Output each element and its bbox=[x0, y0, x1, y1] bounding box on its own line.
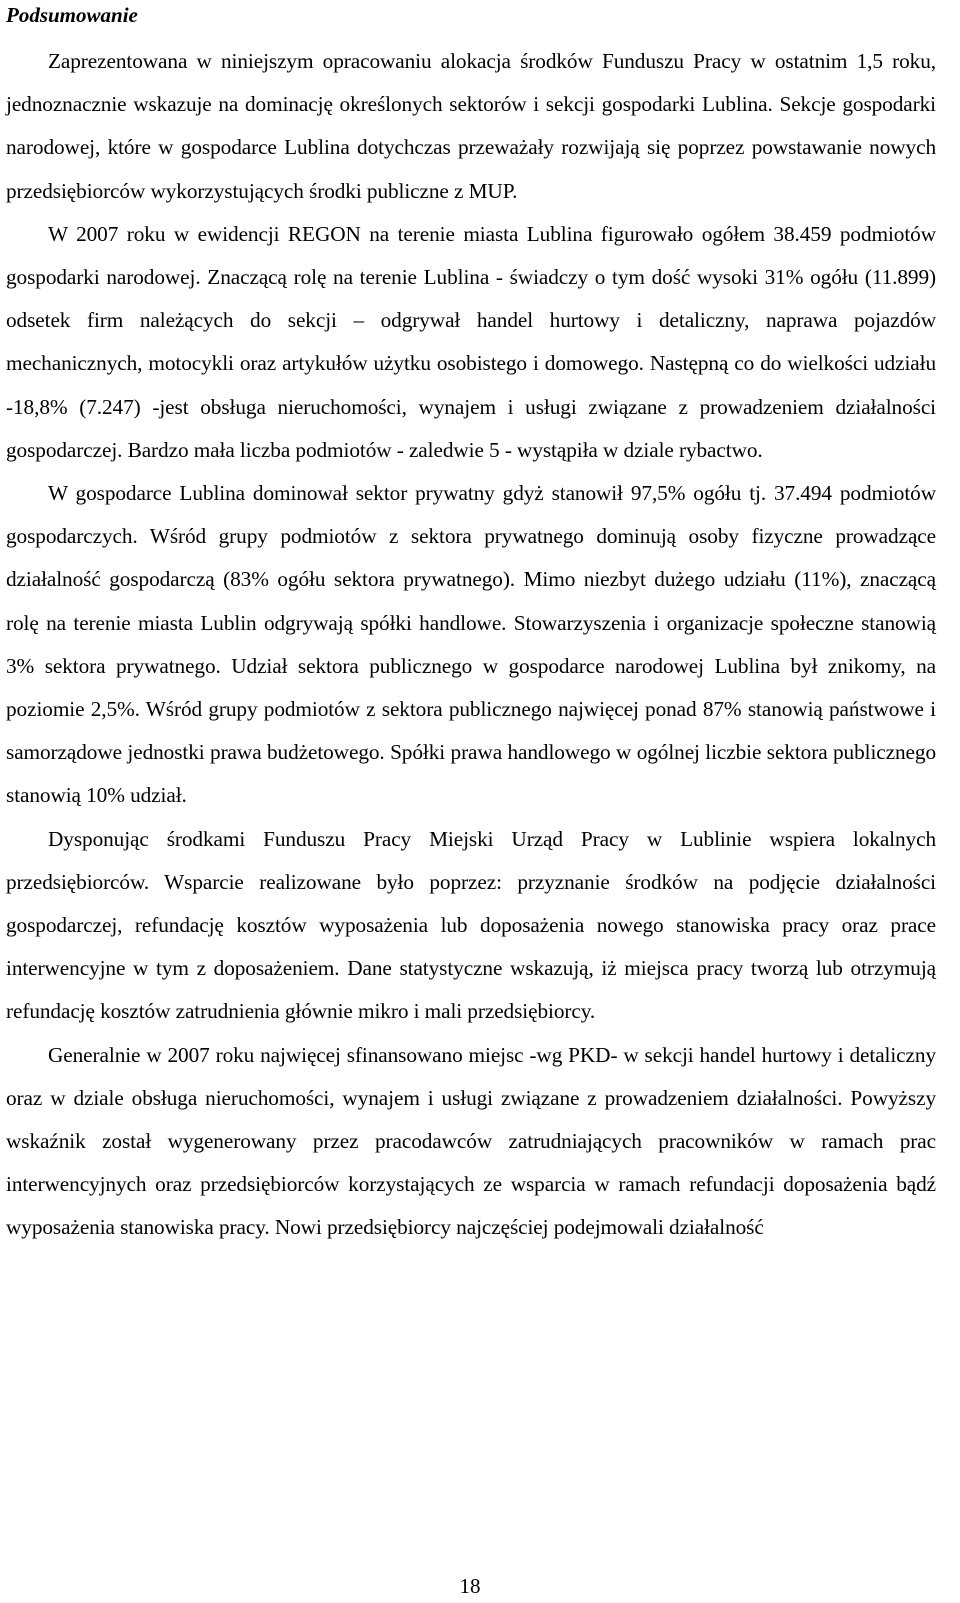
body-text bbox=[6, 40, 936, 1250]
section-heading: Podsumowanie bbox=[6, 3, 138, 27]
paragraph: W 2007 roku w ewidencji REGON na terenie miasta Lublina figurowało ogółem 38.459 podmiotów gospodarki narodowej. Znaczącą rolę na terenie Lublina - świadczy o tym dość wysoki 31% ogółu (11.899) odsetek firm należących do sekcji – odgrywał handel hurtowy i detaliczny, naprawa pojazdów mechanicznych, motocykli oraz artykułów użytku osobistego i domowego. Następną co do wielkości udziału -18,8% (7.247) -jest obsługa nieruchomości, wynajem i usługi związane z prowadzeniem działalności gospodarczej. Bardzo mała liczba podmiotów - zaledwie 5 - wystąpiła w dziale rybactwo. bbox=[6, 221, 936, 462]
paragraph: W gospodarce Lublina dominował sektor prywatny gdyż stanowił 97,5% ogółu tj. 37.494 podmiotów gospodarczych. Wśród grupy podmiotów z sektora prywatnego dominują osoby fizyczne prowadzące działalność gospodarczą (83% ogółu sektora prywatnego). Mimo niezbyt dużego udziału (11%), znaczącą rolę na terenie miasta Lublin odgrywają spółki handlowe. Stowarzyszenia i organizacje społeczne stanowią 3% sektora prywatnego. Udział sektora publicznego w gospodarce narodowej Lublina był znikomy, na poziomie 2,5%. Wśród grupy podmiotów z sektora publicznego najwięcej ponad 87% stanowią państwowe i samorządowe jednostki prawa budżetowego. Spółki prawa handlowego w ogólnej liczbie sektora publicznego stanowią 10% udział. bbox=[6, 481, 936, 808]
paragraph: Zaprezentowana w niniejszym opracowaniu alokacja środków Funduszu Pracy w ostatnim 1,5 roku, jednoznacznie wskazuje na dominację określonych sektorów i sekcji gospodarki Lublina. Sekcje gospodarki narodowej, które w gospodarce Lublina dotychczas przeważały rozwijają się poprzez powstawanie nowych przedsiębiorców wykorzystujących środki publiczne z MUP. bbox=[6, 49, 936, 203]
paragraph: Dysponując środkami Funduszu Pracy Miejski Urząd Pracy w Lublinie wspiera lokalnych przedsiębiorców. Wsparcie realizowane było poprzez: przyznanie środków na podjęcie działalności gospodarczej, refundację kosztów wyposażenia lub doposażenia nowego stanowiska pracy oraz prace interwencyjne w tym z doposażeniem. Dane statystyczne wskazują, iż miejsca pracy tworzą lub otrzymują refundację kosztów zatrudnienia głównie mikro i mali przedsiębiorcy. bbox=[6, 826, 936, 1024]
paragraph: Generalnie w 2007 roku najwięcej sfinansowano miejsc -wg PKD- w sekcji handel hurtowy i detaliczny oraz w dziale obsługa nieruchomości, wynajem i usługi związane z prowadzeniem działalności. Powyższy wskaźnik został wygenerowany przez pracodawców zatrudniających pracowników w ramach prac interwencyjnych oraz przedsiębiorców korzystających ze wsparcia w ramach refundacji doposażenia bądź wyposażenia stanowiska pracy. Nowi przedsiębiorcy najczęściej podejmowali działalność bbox=[6, 1042, 936, 1240]
page-number: 18 bbox=[459, 1574, 481, 1598]
